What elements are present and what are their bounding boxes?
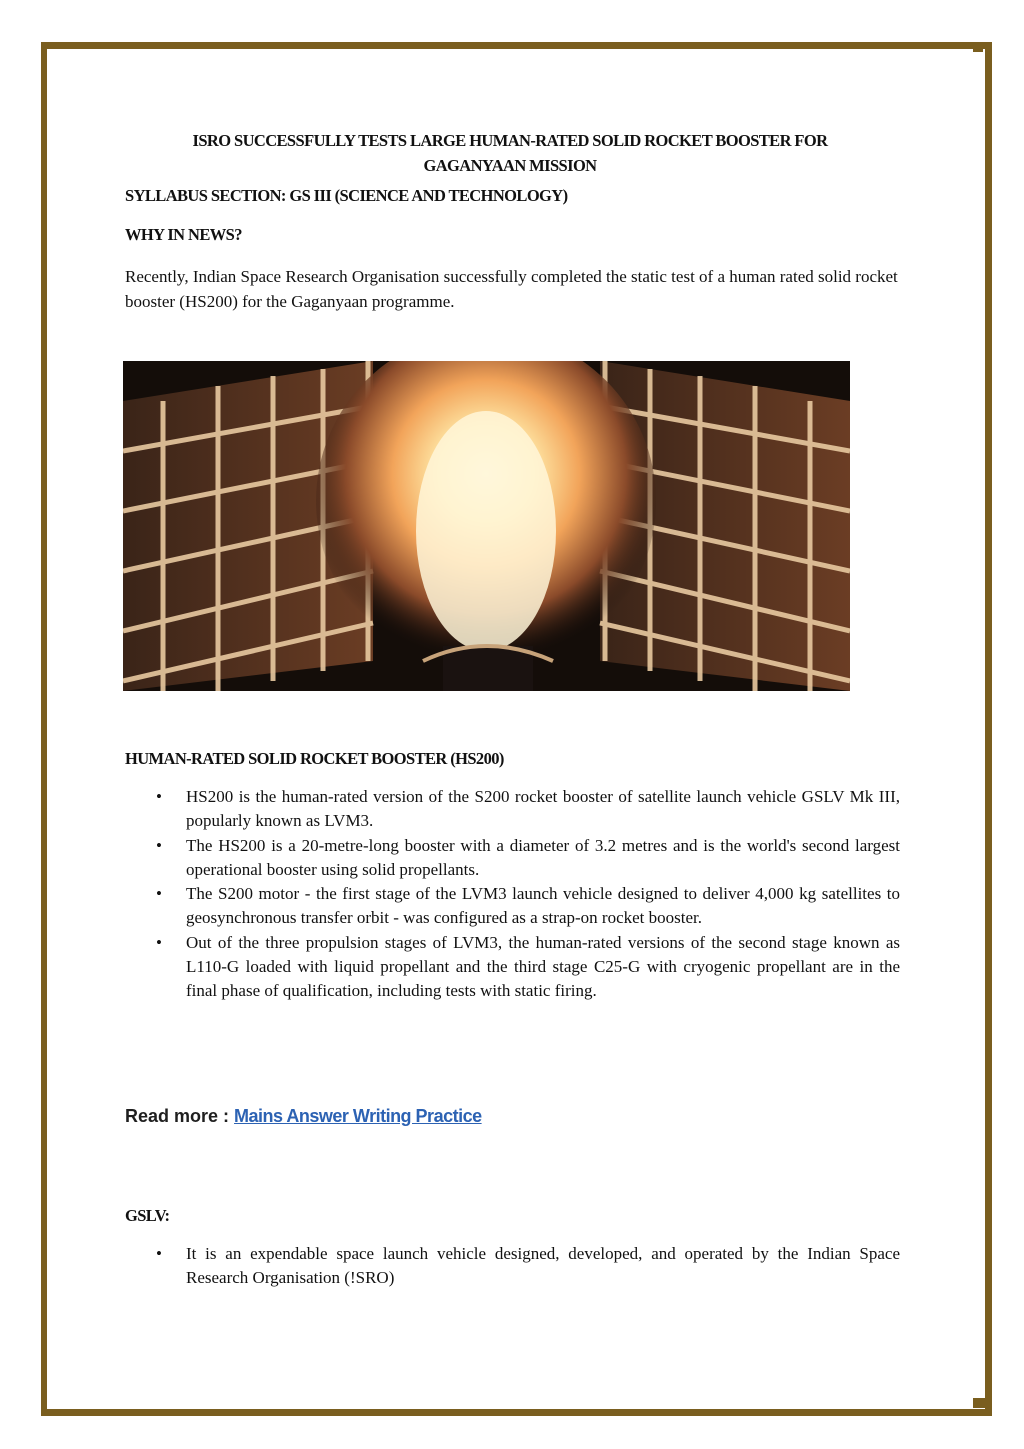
list-item-text: It is an expendable space launch vehicle designed, developed, and operated by the Indian Space Research Organisation (!SRO) (186, 1244, 900, 1288)
list-item (125, 1242, 900, 1291)
border-corner (973, 42, 983, 52)
read-more-line (125, 1106, 482, 1127)
list-item-text: The HS200 is a 20-metre-long booster with a diameter of 3.2 metres and is the world's second largest operational booster using solid propellants. (186, 835, 900, 879)
booster-heading: HUMAN-RATED SOLID ROCKET BOOSTER (HS200) (125, 749, 504, 768)
gslv-points-list (125, 1242, 900, 1291)
list-item (125, 882, 900, 931)
rocket-static-test-photo (123, 361, 850, 691)
bullet-icon: • (156, 1244, 162, 1263)
read-more-label: Read more : (125, 1106, 235, 1126)
bullet-icon: • (156, 884, 162, 904)
list-item-text: HS200 is the human-rated version of the S200 rocket booster of satellite launch vehicle GSLV Mk III, popularly known as LVM3. (186, 787, 900, 831)
list-item (125, 785, 900, 834)
border-corner (973, 1398, 987, 1408)
article-title (120, 128, 900, 178)
article-title-line1: ISRO SUCCESSFULLY TESTS LARGE HUMAN-RATED SOLID ROCKET BOOSTER FOR (192, 131, 828, 150)
bullet-icon: • (156, 835, 162, 855)
why-in-news-heading: WHY IN NEWS? (125, 225, 242, 244)
bullet-icon: • (156, 932, 162, 952)
booster-points-list (125, 785, 900, 1004)
list-item (125, 931, 900, 1004)
page-border (41, 42, 992, 1416)
syllabus-heading: SYLLABUS SECTION: GS III (SCIENCE AND TECHNOLOGY) (125, 186, 568, 205)
intro-paragraph: Recently, Indian Space Research Organisation successfully completed the static test of a human rated solid rocket booster (HS200) for the Gaganyaan programme. (125, 267, 898, 311)
article-title-line2: GAGANYAAN MISSION (423, 156, 597, 175)
gslv-heading: GSLV: (125, 1206, 170, 1225)
list-item-text: Out of the three propulsion stages of LVM3, the human-rated versions of the second stage known as L110-G loaded with liquid propellant and the third stage C25-G with cryogenic propellant are in the final phase of qualification, including tests with static firing. (186, 932, 900, 1001)
mains-answer-writing-link[interactable]: Mains Answer Writing Practice (234, 1106, 482, 1126)
bullet-icon: • (156, 787, 162, 806)
list-item (125, 834, 900, 883)
list-item-text: The S200 motor - the first stage of the LVM3 launch vehicle designed to deliver 4,000 kg satellites to geosynchronous transfer orbit - was configured as a strap-on rocket booster. (186, 884, 900, 928)
